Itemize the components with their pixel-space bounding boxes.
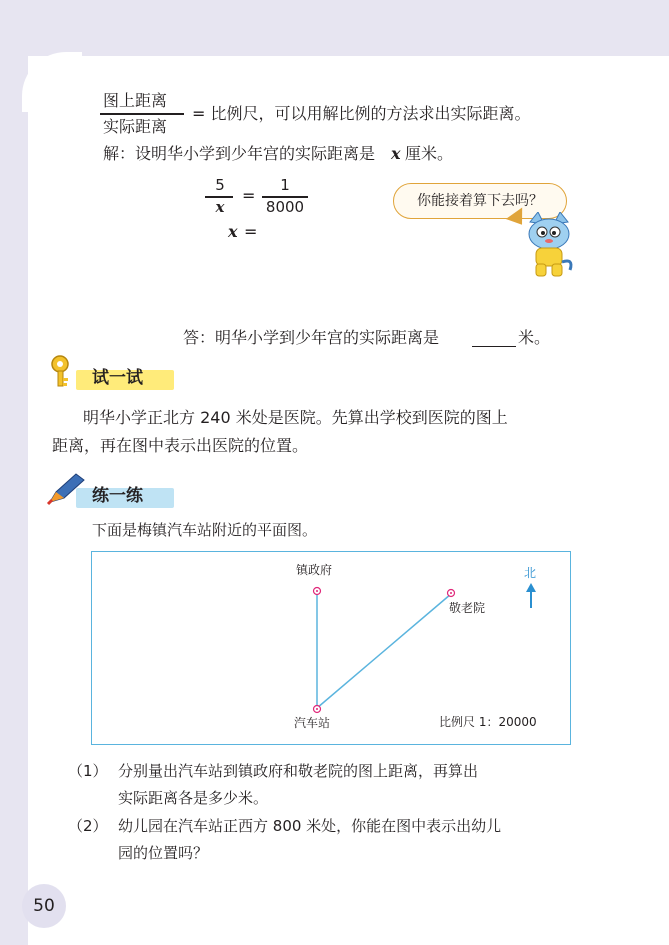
label-station: 汽车站 xyxy=(294,716,331,730)
answer-blank xyxy=(472,346,516,347)
page-number: 50 xyxy=(33,896,55,916)
question-1-number: （1） xyxy=(68,762,108,780)
try-text-line2: 距离，再在图中表示出医院的位置。 xyxy=(52,436,309,455)
label-elder: 敬老院 xyxy=(449,601,486,615)
page-corner xyxy=(22,52,82,112)
north-arrow-icon xyxy=(526,583,536,592)
fraction-bar xyxy=(100,113,184,115)
eq-left-numerator: 5 xyxy=(215,176,225,194)
solution-text: 解：设明华小学到少年宫的实际距离是 xyxy=(103,144,376,163)
section-title-try: 试一试 xyxy=(92,368,143,388)
x-equation-variable: x xyxy=(228,222,238,241)
eq-right-numerator: 1 xyxy=(280,176,290,194)
solution-variable: x xyxy=(391,144,401,163)
page-header-band xyxy=(0,0,669,56)
cat-mascot-illustration xyxy=(522,212,576,278)
question-1-line1: 分别量出汽车站到镇政府和敬老院的图上距离，再算出 xyxy=(118,762,479,780)
formula-numerator: 图上距离 xyxy=(103,91,168,110)
eq-left-denominator: x xyxy=(215,198,225,216)
question-1-line2: 实际距离各是多少米。 xyxy=(118,789,269,807)
town-map xyxy=(91,551,571,745)
key-icon xyxy=(48,354,78,388)
try-text-line1: 明华小学正北方 240 米处是医院。先算出学校到医院的图上 xyxy=(83,408,508,427)
label-north: 北 xyxy=(524,566,537,580)
question-2-line1: 幼儿园在汽车站正西方 800 米处，你能在图中表示出幼儿 xyxy=(118,817,502,835)
x-equation-equals: = xyxy=(244,222,258,241)
answer-text: 答：明华小学到少年宫的实际距离是 xyxy=(183,328,440,347)
eq-right-denominator: 8000 xyxy=(265,198,305,216)
formula-text: = 比例尺，可以用解比例的方法求出实际距离。 xyxy=(192,104,531,123)
question-2-number: （2） xyxy=(68,817,108,835)
solution-unit: 厘米。 xyxy=(405,144,454,163)
page-margin-band xyxy=(0,0,28,945)
pen-icon xyxy=(46,472,86,506)
formula-denominator: 实际距离 xyxy=(103,117,168,136)
practice-intro: 下面是梅镇汽车站附近的平面图。 xyxy=(92,521,318,539)
label-gov: 镇政府 xyxy=(296,563,333,577)
answer-unit: 米。 xyxy=(518,328,551,347)
eq-equals: = xyxy=(242,186,256,205)
label-scale: 比例尺 1：20000 xyxy=(439,715,537,729)
section-title-practice: 练一练 xyxy=(92,486,143,506)
bubble-text: 你能接着算下去吗？ xyxy=(417,193,543,209)
route-station-to-elder xyxy=(317,594,451,708)
question-2-line2: 园的位置吗？ xyxy=(118,844,209,862)
